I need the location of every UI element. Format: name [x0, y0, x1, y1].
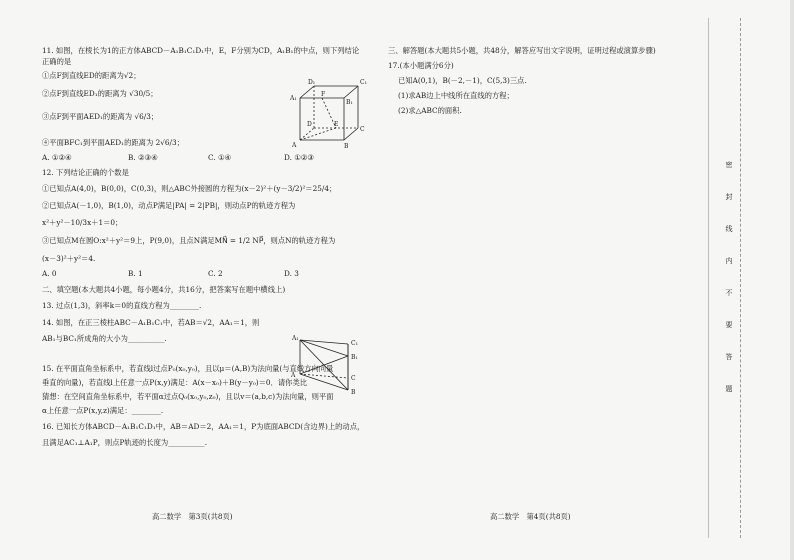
- binding-char-6: 要: [725, 321, 733, 329]
- q15-line1: 15. 在平面直角坐标系中，若直线l过点P₀(x₀,y₀)，且以μ＝(A,B)为法向量(与直线方向向量: [42, 363, 334, 373]
- prism-label-a1: A₁: [292, 335, 299, 342]
- q12-option-b: B. 1: [128, 269, 143, 279]
- q15-line4: α上任意一点P(x,y,z)满足：________.: [42, 406, 164, 416]
- binding-char-8: 题: [725, 385, 733, 393]
- q11-option-b: B. ②③④: [128, 152, 158, 162]
- q12-options: [42, 269, 372, 279]
- q14-line1: 14. 如图，在正三棱柱ABC－A₁B₁C₁中，若AB＝√2，AA₁＝1，则: [42, 317, 260, 327]
- cube-label-d: D: [307, 121, 312, 128]
- q12-statement-1: ①已知点A(4,0)，B(0,0)，C(0,3)，则△ABC外接圆的方程为(x－2)²＋(y－3/2)²＝25/4；: [42, 183, 337, 193]
- q16-line1: 16. 已知长方体ABCD－A₁B₁C₁D₁中，AB＝AD＝2，AA₁＝1，P为底面ABCD(含边界)上的动点，: [42, 422, 365, 432]
- q11-statement-2: ②点F到直线ED₁的距离为: [42, 89, 127, 99]
- binding-char-5: 不: [725, 289, 733, 297]
- prism-label-c: C: [351, 375, 356, 382]
- right-column: [388, 46, 688, 116]
- q12-statement-2b: x²＋y²－10/3x＋1＝0；: [42, 217, 123, 227]
- q11-statement-3-value: √6/3；: [134, 112, 159, 122]
- q11-stem-line1: 11. 如图，在棱长为1的正方体ABCD－A₁B₁C₁D₁中，E，F分别为CD，A₁B₁的中点，则下列结论: [42, 46, 360, 55]
- q17-given: 已知A(0,1)，B(－2,－1)，C(5,3)三点.: [398, 76, 527, 86]
- cube-label-a1: A₁: [290, 95, 297, 102]
- q15-line3: 猜想：在空间直角坐标系中，若平面α过点Q₀(x₀,y₀,z₀)，且以v＝(a,b,c)为法向量，则平面: [42, 391, 334, 401]
- page-edge: [790, 0, 794, 560]
- prism-label-b: B: [351, 389, 356, 396]
- cube-label-d1: D₁: [308, 79, 316, 86]
- prism-label-a: A: [291, 372, 296, 379]
- binding-char-7: 答: [725, 353, 733, 361]
- cube-label-c: C: [360, 126, 365, 133]
- q13-text: 13. 过点(1,3)，斜率k＝0的直线方程为________.: [42, 301, 202, 311]
- q11-statement-2-value: √30/5；: [129, 89, 158, 99]
- binding-margin-text: [724, 160, 734, 410]
- cube-label-f: F: [321, 91, 326, 98]
- q11-statement-4: ④平面BFC₁到平面AED₁的距离为: [42, 137, 154, 147]
- q17-heading: 17.(本小题满分6分): [388, 61, 454, 71]
- q11-statement-1: ①点F到直线ED的距离为√2；: [42, 71, 141, 81]
- cube-label-b: B: [344, 143, 349, 150]
- q12-option-c: C. 2: [208, 269, 223, 279]
- binding-char-4: 内: [725, 257, 733, 265]
- q15-line2: 垂直的向量)，若直线l上任意一点P(x,y)满足：A(x－x₀)＋B(y－y₀)＝0．请你类比: [42, 377, 308, 387]
- q11-statement-3: ③点F到平面AED₁的距离为: [42, 112, 133, 122]
- q12-statement-3a: ③已知点M在圆O:x²＋y²＝9上，P(9,0)，且点N满足MN⃗ = 1/2 NP⃗，则点N的轨迹方程为: [42, 236, 336, 246]
- q11-stem-line2: 正确的是: [42, 57, 72, 67]
- page-4-footer: 高二数学 第4页(共8页): [490, 512, 571, 521]
- q12-stem: 12. 下列结论正确的个数是: [42, 167, 129, 177]
- prism-figure: [286, 334, 366, 396]
- q11-option-a: A. ①②④: [42, 152, 72, 162]
- q16-line2: 且满足AC₁⊥A₁P，则点P轨迹的长度为__________.: [42, 438, 208, 448]
- page-3-footer: 高二数学 第3页(共8页): [152, 512, 233, 521]
- q12-option-a: A. 0: [42, 269, 57, 279]
- section-2-heading: 二、填空题(本大题共4小题，每小题4分，共16分，把答案写在题中横线上): [42, 285, 286, 295]
- binding-line: [708, 18, 709, 538]
- prism-label-b1: B₁: [351, 354, 358, 361]
- prism-label-c1: C₁: [351, 340, 358, 347]
- q11-option-c: C. ①④: [208, 152, 232, 162]
- q12-statement-2a: ②已知点A(－1,0)，B(1,0)，动点P满足|PA| = 2|PB|，则动点P的轨迹方程为: [42, 200, 296, 210]
- q11-statement-4-value: 2√6/3；: [155, 137, 184, 147]
- binding-dashed-line: [740, 18, 742, 538]
- binding-char-1: 密: [725, 161, 733, 169]
- cube-label-c1: C₁: [360, 79, 367, 86]
- q12-statement-3b: (x－3)²＋y²＝4.: [42, 254, 96, 264]
- q17-part-1: (1)求AB边上中线所在直线的方程；: [398, 91, 514, 101]
- cube-figure: [288, 76, 378, 156]
- section-3-heading: 三、解答题(本大题共5小题，共48分，解答应写出文字说明，证明过程或演算步骤): [388, 46, 656, 55]
- binding-char-3: 线: [725, 225, 733, 233]
- q14-line2: AB₁与BC₁所成角的大小为__________.: [42, 333, 167, 343]
- cube-label-a: A: [292, 142, 297, 149]
- q17-part-2: (2)求△ABC的面积.: [398, 106, 462, 116]
- binding-char-2: 封: [725, 193, 733, 201]
- q11-option-d: D. ①②③: [284, 152, 314, 162]
- q12-option-d: D. 3: [284, 269, 299, 279]
- cube-label-e: E: [334, 121, 339, 128]
- cube-label-b1: B₁: [346, 99, 353, 106]
